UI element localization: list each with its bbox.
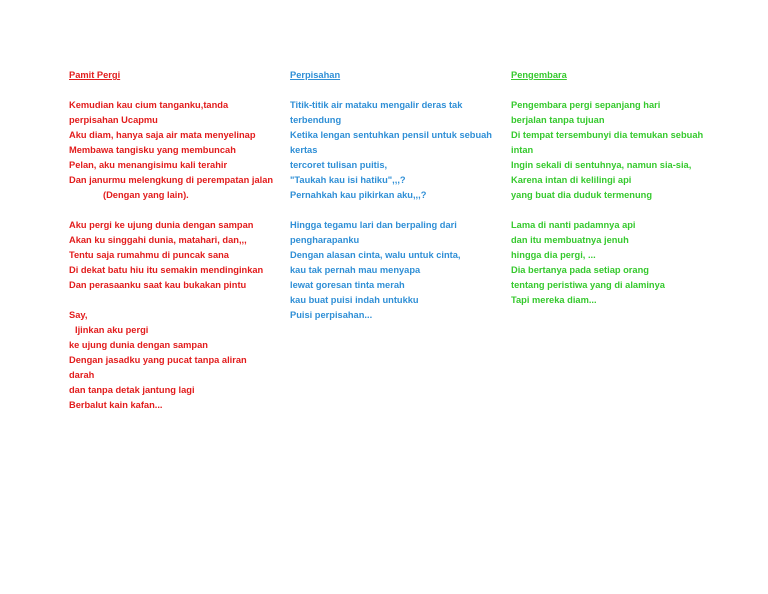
stanza bbox=[511, 98, 716, 203]
poem-line: Say, bbox=[69, 310, 88, 320]
stanza bbox=[69, 308, 274, 413]
poem-line: Ingin sekali di sentuhnya, namun sia-sia, bbox=[511, 160, 692, 170]
poem-line: kau tak pernah mau menyapa bbox=[290, 265, 421, 275]
poem-line: Puisi perpisahan... bbox=[290, 310, 373, 320]
poem-line: Ijinkan aku pergi bbox=[75, 325, 149, 335]
poem-title: Perpisahan bbox=[290, 70, 341, 80]
poem-line: Hingga tegamu lari dan berpaling dari pengharapanku bbox=[290, 220, 460, 245]
poem-line: yang buat dia duduk termenung bbox=[511, 190, 653, 200]
poem-line: Tentu saja rumahmu di puncak sana bbox=[69, 250, 229, 260]
poem-line: lewat goresan tinta merah bbox=[290, 280, 405, 290]
poem-line: Titik-titik air mataku mengalir deras tak terbendung bbox=[290, 100, 465, 125]
stanza bbox=[290, 98, 495, 203]
poem-line: kau buat puisi indah untukku bbox=[290, 295, 419, 305]
poem-line: hingga dia pergi, ... bbox=[511, 250, 596, 260]
poem-perpisahan bbox=[290, 68, 495, 338]
stanza bbox=[290, 218, 495, 323]
poem-line: dan itu membuatnya jenuh bbox=[511, 235, 629, 245]
poem-line: berjalan tanpa tujuan bbox=[511, 115, 605, 125]
poem-line: Ketika lengan sentuhkan pensil untuk sebuah kertas bbox=[290, 130, 495, 155]
poem-line: Dan perasaanku saat kau bukakan pintu bbox=[69, 280, 247, 290]
poem-line: "Taukah kau isi hatiku",,,? bbox=[290, 175, 406, 185]
poem-line: Pengembara pergi sepanjang hari bbox=[511, 100, 661, 110]
poem-line: Dan janurmu melengkung di perempatan jalan bbox=[69, 175, 274, 185]
poem-line: Lama di nanti padamnya api bbox=[511, 220, 636, 230]
poem-line: Aku diam, hanya saja air mata menyelinap bbox=[69, 130, 256, 140]
poem-line: Pelan, aku menangisimu kali terahir bbox=[69, 160, 228, 170]
poem-pengembara bbox=[511, 68, 716, 323]
poem-line: tentang peristiwa yang di alaminya bbox=[511, 280, 665, 290]
poem-title: Pengembara bbox=[511, 70, 567, 80]
stanza bbox=[69, 98, 274, 203]
poem-line: Di tempat tersembunyi dia temukan sebuah intan bbox=[511, 130, 706, 155]
poem-line: Aku pergi ke ujung dunia dengan sampan bbox=[69, 220, 254, 230]
poem-line: Di dekat batu hiu itu semakin mendinginkan bbox=[69, 265, 264, 275]
poem-line: Dengan jasadku yang pucat tanpa aliran darah bbox=[69, 355, 250, 380]
poem-pamit-pergi bbox=[69, 68, 274, 428]
poem-line: Kemudian kau cium tanganku,tanda perpisahan Ucapmu bbox=[69, 100, 231, 125]
poem-line: (Dengan yang lain). bbox=[103, 190, 189, 200]
stanza bbox=[511, 218, 716, 308]
poem-line: ke ujung dunia dengan sampan bbox=[69, 340, 208, 350]
poem-line: Tapi mereka diam... bbox=[511, 295, 597, 305]
poem-line: Dia bertanya pada setiap orang bbox=[511, 265, 649, 275]
poem-line: Pernahkah kau pikirkan aku,,,? bbox=[290, 190, 427, 200]
poem-line: Berbalut kain kafan... bbox=[69, 400, 163, 410]
poem-line: Dengan alasan cinta, walu untuk cinta, bbox=[290, 250, 461, 260]
poem-line: Akan ku singgahi dunia, matahari, dan,,, bbox=[69, 235, 247, 245]
stanza bbox=[69, 218, 274, 293]
poem-line: tercoret tulisan puitis, bbox=[290, 160, 388, 170]
poem-line: Karena intan di kelilingi api bbox=[511, 175, 632, 185]
poem-title: Pamit Pergi bbox=[69, 70, 121, 80]
poem-line: Membawa tangisku yang membuncah bbox=[69, 145, 236, 155]
poem-line: dan tanpa detak jantung lagi bbox=[69, 385, 195, 395]
